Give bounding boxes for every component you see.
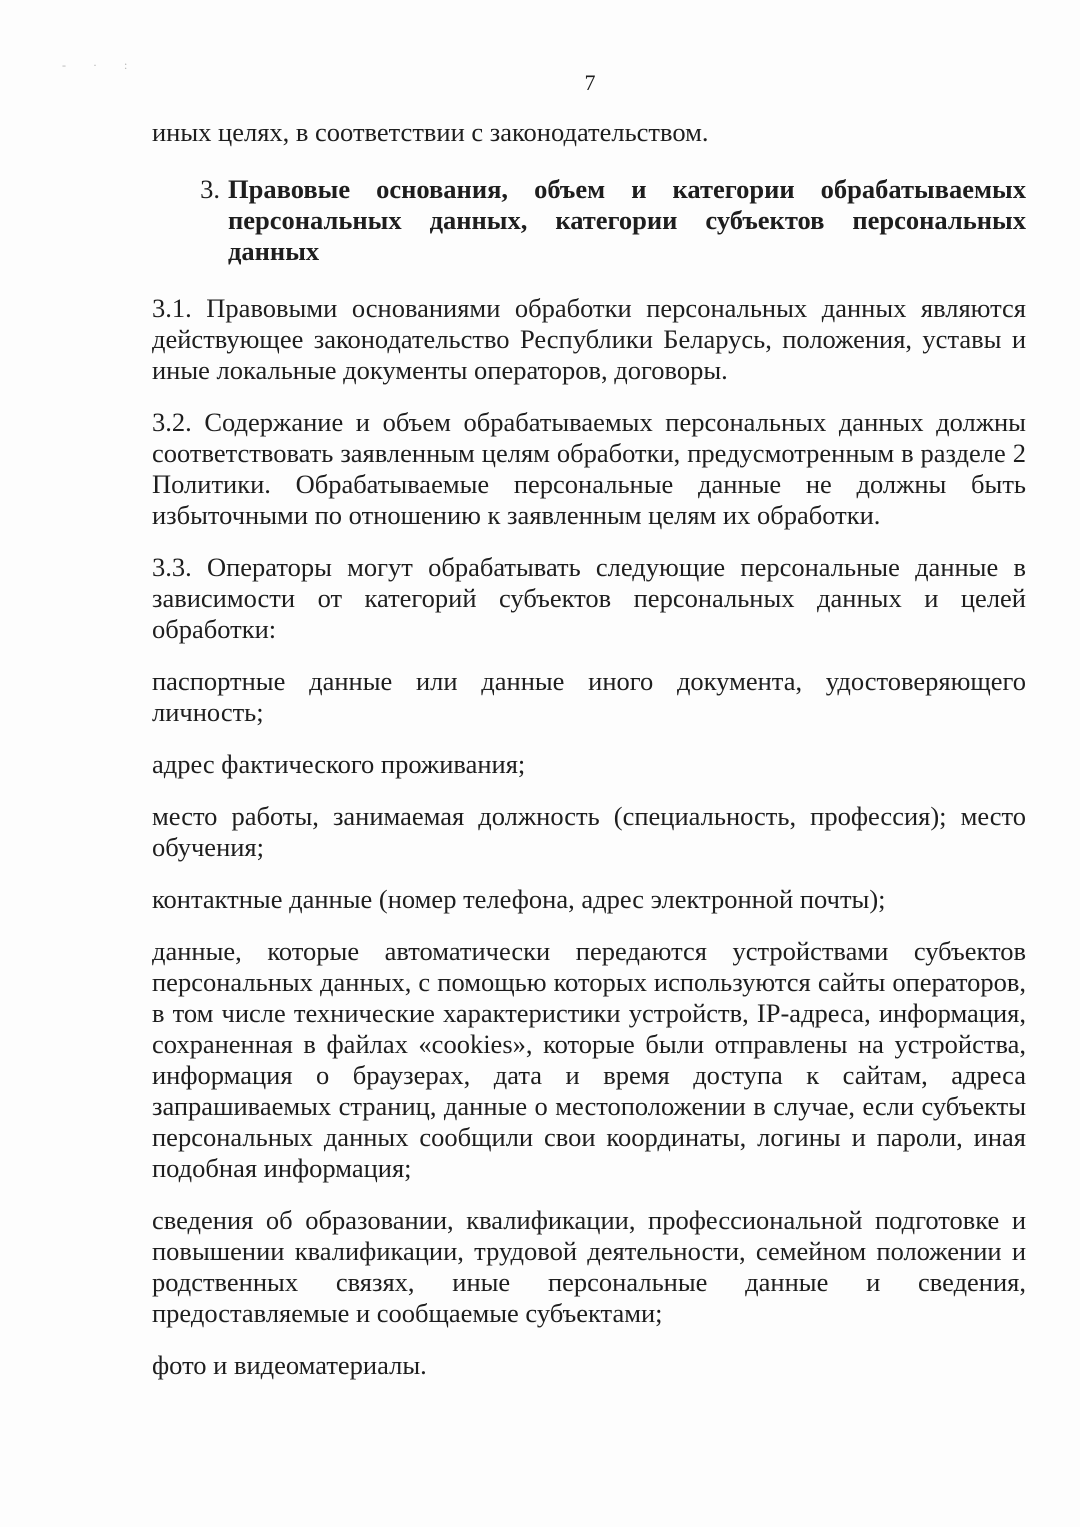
list-item-passport-data: паспортные данные или данные иного документа, удостоверяющего личность;	[152, 666, 1026, 727]
section-number: 3.	[200, 174, 220, 204]
list-item-photo-video: фото и видеоматериалы.	[152, 1350, 427, 1380]
document-body	[152, 117, 1026, 1402]
continuation-paragraph: иных целях, в соответствии с законодательством.	[152, 117, 709, 147]
page-number: 7	[584, 70, 596, 95]
list-item-workplace: место работы, занимаемая должность (специальность, профессия); место обучения;	[152, 801, 1026, 862]
list-item-device-data: данные, которые автоматически передаются устройствами субъектов персональных данных, с помощью которых используются сайты операторов, в том числе технические характеристики устройств, IP-адреса, информация, сохраненная в файлах «cookies», которые были отправлены на устройства, информация о браузерах, дата и время доступа к сайтам, адреса запрашиваемых страниц, данные о местоположении в случае, если субъекты персональных данных сообщили свои координаты, логины и пароли, иная подобная информация;	[152, 936, 1026, 1183]
scan-artifact-marks: - · :	[62, 58, 140, 72]
list-item-address: адрес фактического проживания;	[152, 749, 526, 779]
paragraph-3-2: 3.2. Содержание и объем обрабатываемых персональных данных должны соответствовать заявленным целям обработки, предусмотренным в разделе 2 Политики. Обрабатываемые персональные данные не должны быть избыточными по отношению к заявленным целям их обработки.	[152, 407, 1026, 530]
section-title: Правовые основания, объем и категории обрабатываемых персональных данных, категории субъектов персональных данных	[228, 174, 1026, 266]
paragraph-3-3: 3.3. Операторы могут обрабатывать следующие персональные данные в зависимости от категорий субъектов персональных данных и целей обработки:	[152, 552, 1026, 644]
list-item-contact-data: контактные данные (номер телефона, адрес электронной почты);	[152, 884, 886, 914]
paragraph-3-1: 3.1. Правовыми основаниями обработки персональных данных являются действующее законодательство Республики Беларусь, положения, уставы и иные локальные документы операторов, договоры.	[152, 293, 1026, 385]
section-heading	[152, 174, 1026, 267]
list-item-education-data: сведения об образовании, квалификации, профессиональной подготовке и повышении квалификации, трудовой деятельности, семейном положении и родственных связях, иные персональные данные и сведения, предоставляемые и сообщаемые субъектами;	[152, 1205, 1026, 1328]
